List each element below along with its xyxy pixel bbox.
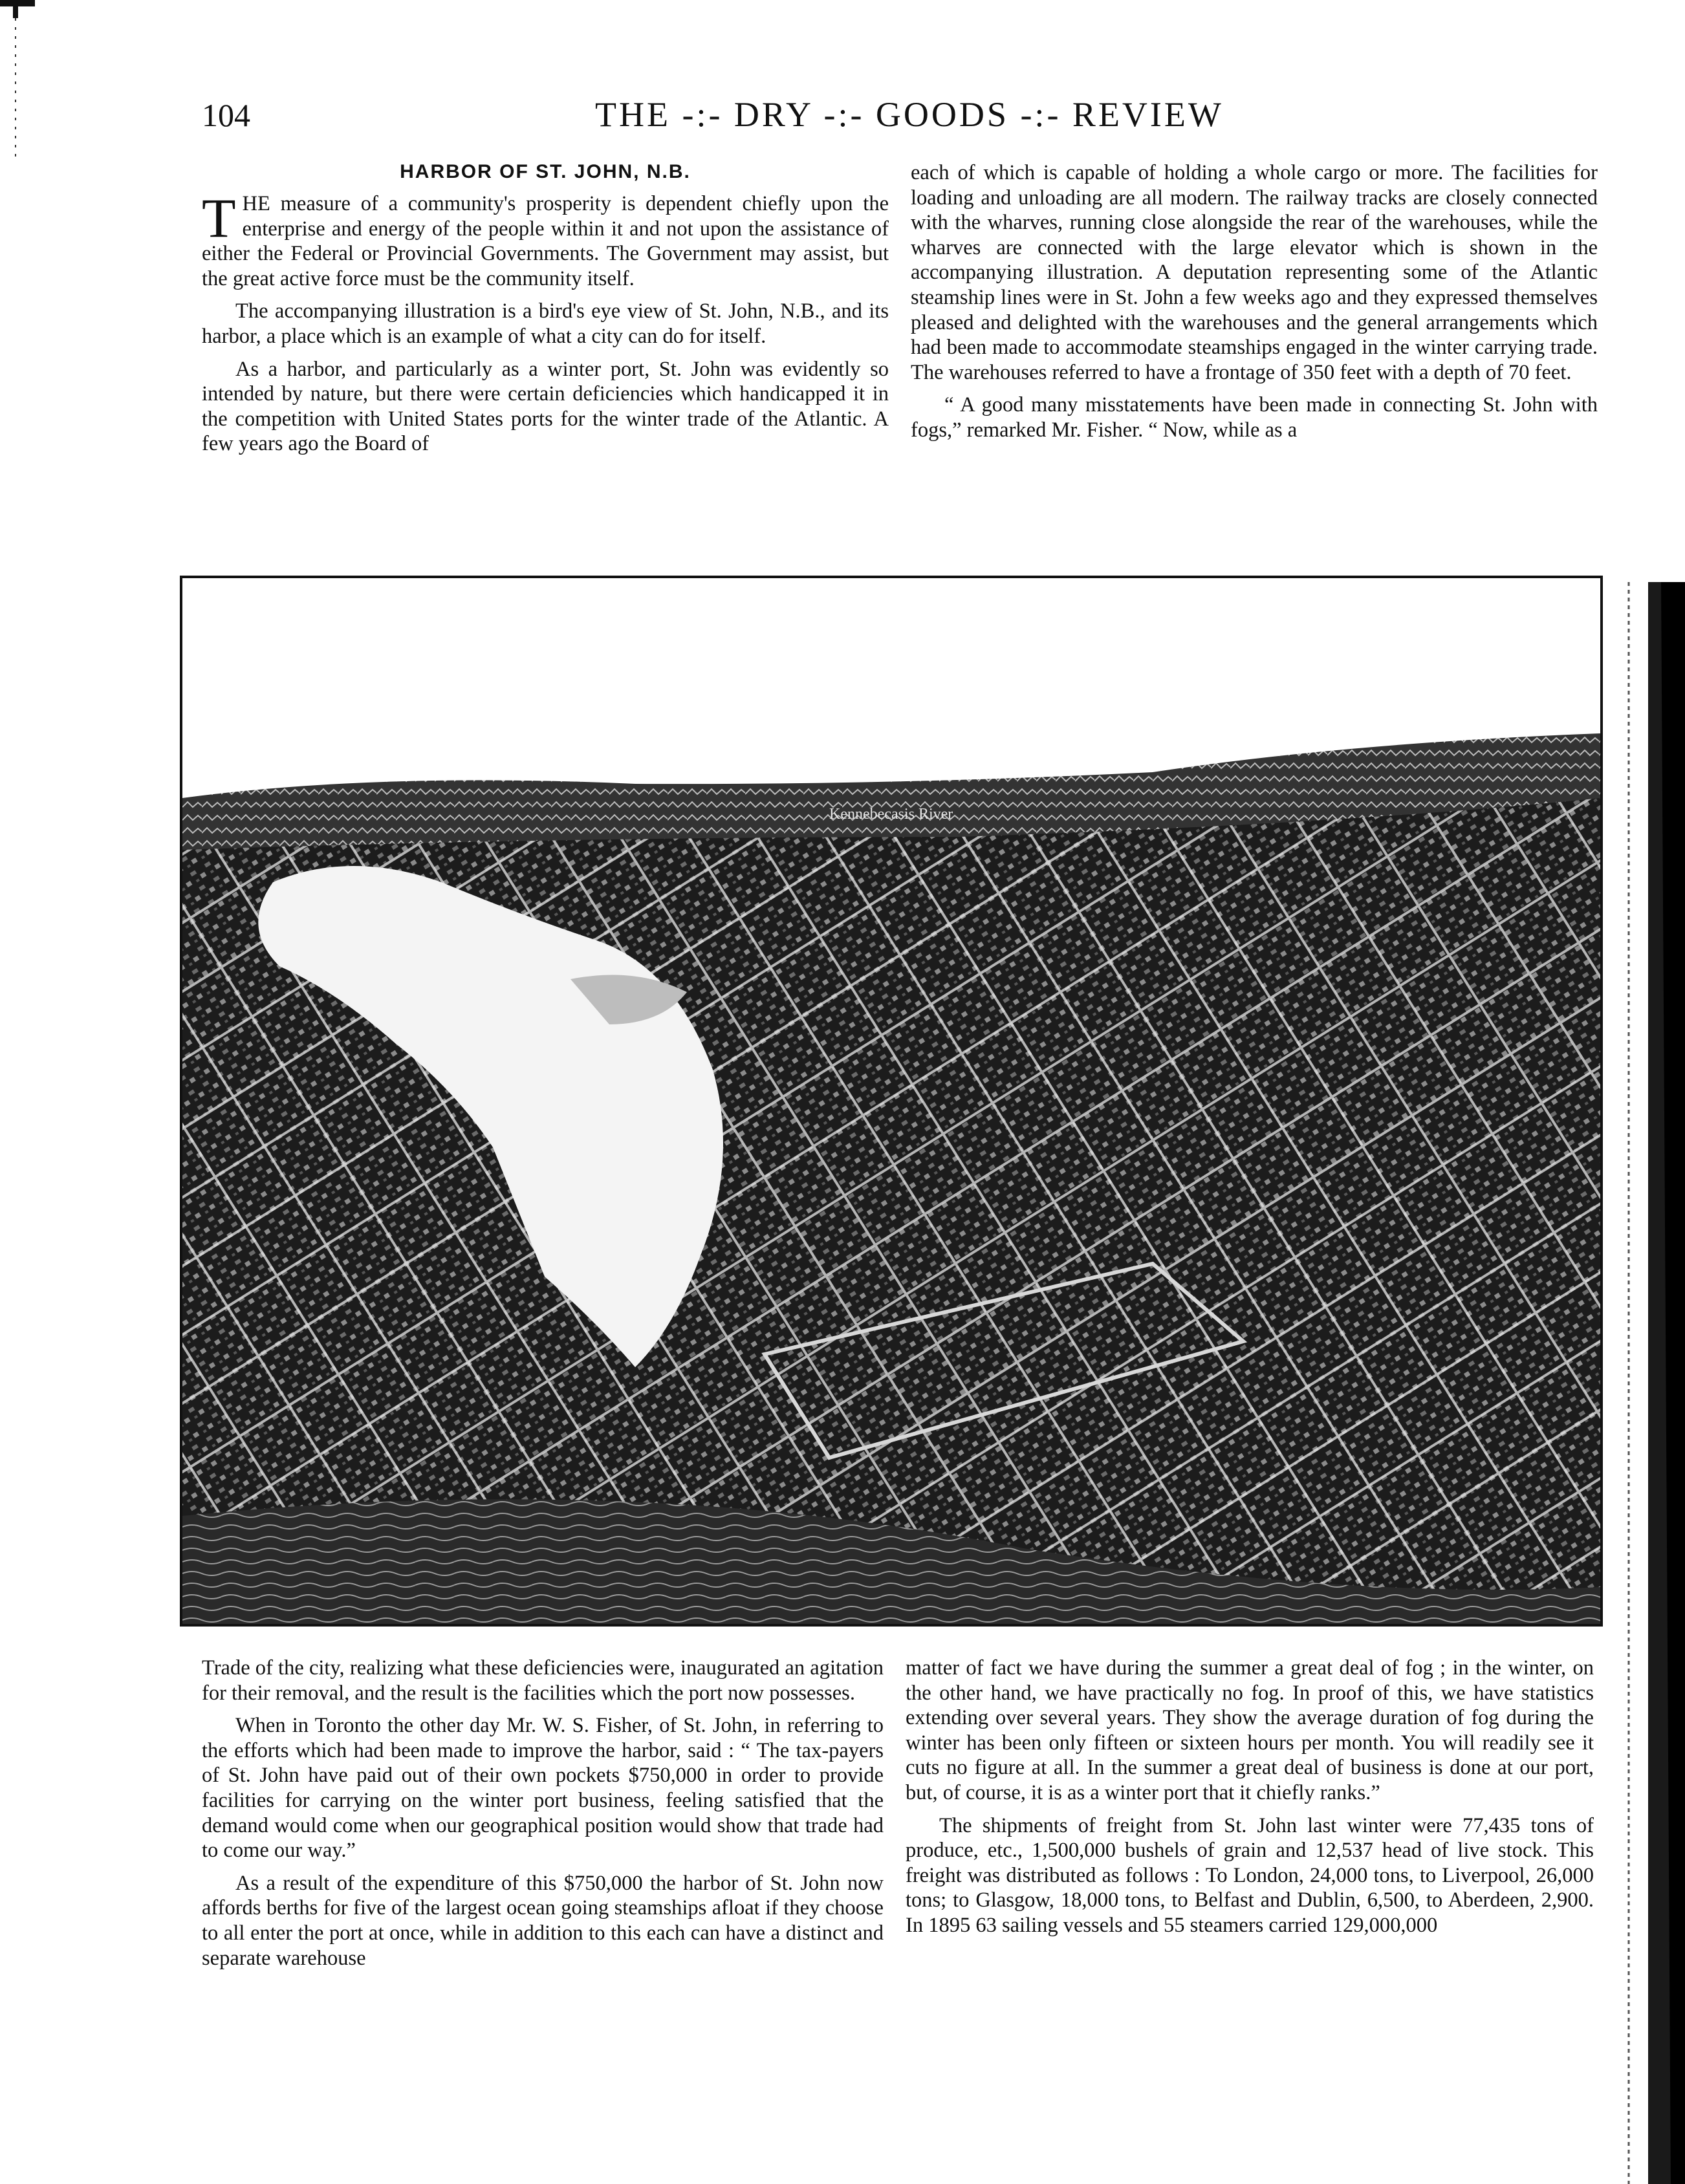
- article-paragraph: Trade of the city, realizing what these deficiencies were, inaugurated an agitation for their removal, and the result is the facilities which the port now possesses.: [202, 1656, 884, 1705]
- publication-masthead: THE -:- DRY -:- GOODS -:- REVIEW: [595, 95, 1224, 134]
- article-column-bottom-left: [202, 1656, 884, 1971]
- article-paragraph: “ A good many misstatements have been made in connecting St. John with fogs,” remarked Mr. Fisher. “ Now, while as a: [911, 393, 1598, 442]
- page-number: 104: [202, 97, 250, 133]
- article-paragraph: THE measure of a community's prosperity is dependent chiefly upon the enterprise and energy of the people within it and not upon the assistance of either the Federal or Provincial Governments. The Government may assist, but the great active force must be the community itself.: [202, 187, 889, 290]
- article-paragraph: As a harbor, and particularly as a winter port, St. John was evidently so intended by nature, but there were certain deficiencies which handicapped it in the competition with United States ports for the winter trade of the Atlantic. A few years ago the Board of: [202, 357, 889, 456]
- birds-eye-view-illustration: [180, 576, 1603, 1627]
- article-column-top-left: [202, 160, 889, 457]
- article-paragraph: The shipments of freight from St. John last winter were 77,435 tons of produce, etc., 1,500,000 bushels of grain and 12,537 head of live stock. This freight was distributed as follows : To London, 24,000 tons, to Liverpool, 26,000 tons; to Glasgow, 18,000 tons, to Belfast and Dublin, 6,500, to Aberdeen, 2,900. In 1895 63 sailing vessels and 55 steamers carried 129,000,000: [906, 1813, 1594, 1937]
- article-paragraph: matter of fact we have during the summer a great deal of fog ; in the winter, on the other hand, we have practically no fog. In proof of this, we have statistics extending over several years. They show the average duration of fog during the winter has been only fifteen or sixteen hours per month. You will readily see it cuts no figure at all. In the summer a great deal of business is done at our port, but, of course, it is as a winter port that it chiefly ranks.”: [906, 1656, 1594, 1804]
- scan-edge-shadow: [1603, 582, 1685, 2184]
- river-label: Kennebecasis River: [829, 806, 953, 823]
- drop-cap: T: [202, 187, 236, 249]
- scan-corner-mark: [0, 0, 39, 168]
- article-title: HARBOR OF ST. JOHN, N.B.: [400, 161, 691, 182]
- article-column-bottom-right: [906, 1656, 1594, 1938]
- article-paragraph: each of which is capable of holding a whole cargo or more. The facilities for loading and unloading are all modern. The railway tracks are closely connected with the wharves, running close alongside the rear of the warehouses, while the wharves are connected with the large elevator which is shown in the accompanying illustration. A deputation representing some of the Atlantic steamship lines were in St. John a few weeks ago and they expressed themselves pleased and delighted with the warehouses and the general arrangements which had been made to accommodate steamships engaged in the winter carrying trade. The warehouses referred to have a frontage of 350 feet with a depth of 70 feet.: [911, 161, 1598, 384]
- article-paragraph: When in Toronto the other day Mr. W. S. Fisher, of St. John, in referring to the efforts which had been made to improve the harbor, said : “ The tax-payers of St. John have paid out of their own pockets $750,000 in order to provide facilities for carrying on the winter port business, feeling satisfied that the demand would come when our geographical position would show that trade had to come our way.”: [202, 1714, 884, 1863]
- article-paragraph: As a result of the expenditure of this $750,000 the harbor of St. John now affords berths for five of the largest ocean going steamships afloat if they choose to all enter the port at once, while in addition to this each can have a distinct and separate warehouse: [202, 1871, 884, 1970]
- article-paragraph: The accompanying illustration is a bird's eye view of St. John, N.B., and its harbor, a place which is an example of what a city can do for itself.: [202, 299, 889, 348]
- article-column-top-right: [911, 160, 1598, 443]
